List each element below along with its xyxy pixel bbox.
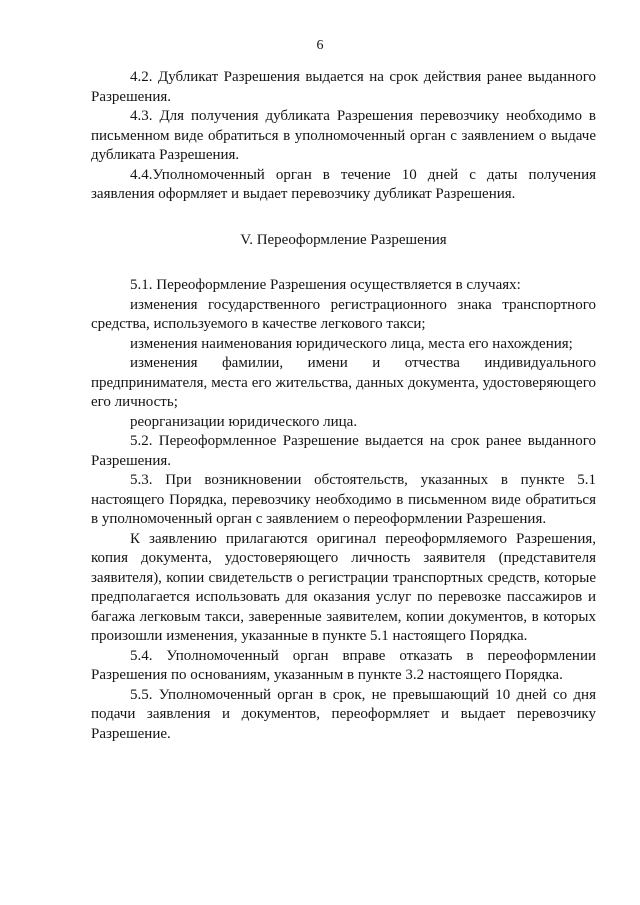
paragraph-5-5: 5.5. Уполномоченный орган в срок, не превышающий 10 дней со дня подачи заявления и документов, переоформляет и выдает перевозчику Разрешение. [91, 686, 596, 742]
paragraph-4-2: 4.2. Дубликат Разрешения выдается на срок действия ранее выданного Разрешения. [91, 69, 596, 105]
section-heading: V. Переоформление Разрешения [240, 231, 447, 248]
list-item-legal-entity-name: изменения наименования юридического лица, места его нахождения; [130, 335, 573, 352]
paragraph-5-4: 5.4. Уполномоченный орган вправе отказать в переоформлении Разрешения по основаниям, указанным в пункте 3.2 настоящего Порядка. [91, 647, 596, 683]
paragraph-4-4: 4.4.Уполномоченный орган в течение 10 дней с даты получения заявления оформляет и выдает перевозчику дубликат Разрешения. [91, 166, 596, 202]
list-item-entrepreneur-name: изменения фамилии, имени и отчества индивидуального предпринимателя, места его жительства, данных документа, удостоверяющего его личность; [91, 355, 596, 410]
document-body [91, 68, 596, 744]
paragraph-5-1: 5.1. Переоформление Разрешения осуществляется в случаях: [130, 277, 521, 293]
list-item-registration-sign: изменения государственного регистрационного знака транспортного средства, используемого в качестве легкового такси; [91, 296, 596, 332]
list-item-reorganization: реорганизации юридического лица. [130, 413, 358, 430]
paragraph-5-2: 5.2. Переоформленное Разрешение выдается на срок ранее выданного Разрешения. [91, 433, 596, 469]
page-number: 6 [316, 38, 324, 53]
paragraph-4-3: 4.3. Для получения дубликата Разрешения перевозчику необходимо в письменном виде обратиться в уполномоченный орган с заявлением о выдаче дубликата Разрешения. [91, 108, 596, 163]
paragraph-attachments: К заявлению прилагаются оригинал переоформляемого Разрешения, копия документа, удостоверяющего личность заявителя (представителя заявителя), копии свидетельств о регистрации транспортных средств, которые предполагается использовать для оказания услуг по перевозке пассажиров и багажа легковым такси, заверенные заявителем, копии документов, в которых произошли изменения, указанные в пункте 5.1 настоящего Порядка. [91, 530, 596, 644]
paragraph-5-3: 5.3. При возникновении обстоятельств, указанных в пункте 5.1 настоящего Порядка, перевозчику необходимо в письменном виде обратиться в уполномоченный орган с заявлением о переоформлении Разрешения. [91, 472, 596, 527]
